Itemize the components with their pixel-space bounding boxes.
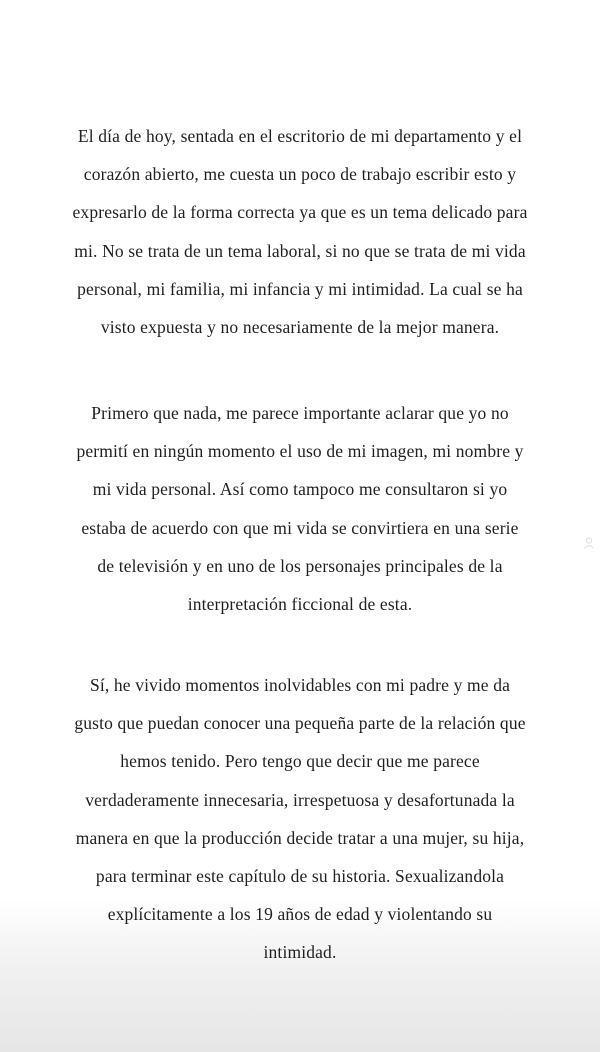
paragraph-line: explícitamente a los 19 años de edad y violentando su	[107, 904, 493, 925]
paragraph-line: El día de hoy, sentada en el escritorio de mi departamento y el	[77, 126, 523, 146]
paragraph-line: de televisión y en uno de los personajes principales de la	[97, 555, 503, 576]
paragraph-line: intimidad.	[263, 942, 337, 963]
paragraph-line: gusto que puedan conocer una pequeña parte de la relación que	[74, 713, 526, 734]
paragraph-line: mi. No se trata de un tema laboral, si no que se trata de mi vida	[74, 240, 526, 261]
paragraph-line: para terminar este capítulo de su historia. Sexualizandola	[95, 866, 505, 887]
paragraph-line: expresarlo de la forma correcta ya que es un tema delicado para	[72, 202, 528, 223]
paragraph-1	[40, 117, 560, 346]
paragraph-line: estaba de acuerdo con que mi vida se convirtiera en una serie	[81, 517, 519, 538]
paragraph-line: hemos tenido. Pero tengo que decir que me parece	[120, 751, 480, 772]
paragraph-line: verdaderamente innecesaria, irrespetuosa y desafortunada la	[85, 789, 515, 810]
paragraph-2	[40, 394, 560, 623]
paragraph-line: Sí, he vivido momentos inolvidables con mi padre y me da	[89, 675, 511, 695]
paragraph-line: personal, mi familia, mi infancia y mi intimidad. La cual se ha	[77, 278, 523, 299]
paragraph-3	[40, 666, 560, 972]
paragraph-line: Primero que nada, me parece importante aclarar que yo no	[91, 403, 509, 423]
paragraph-line: mi vida personal. Así como tampoco me consultaron si yo	[92, 479, 508, 500]
paragraph-line: visto expuesta y no necesariamente de la mejor manera.	[100, 317, 500, 338]
paragraph-line: permití en ningún momento el uso de mi imagen, mi nombre y	[76, 441, 524, 462]
paragraph-line: manera en que la producción decide tratar a una mujer, su hija,	[75, 827, 525, 848]
paragraph-line: corazón abierto, me cuesta un poco de trabajo escribir esto y	[83, 164, 517, 185]
person-icon	[584, 537, 594, 549]
paragraph-line: interpretación ficcional de esta.	[187, 594, 413, 615]
